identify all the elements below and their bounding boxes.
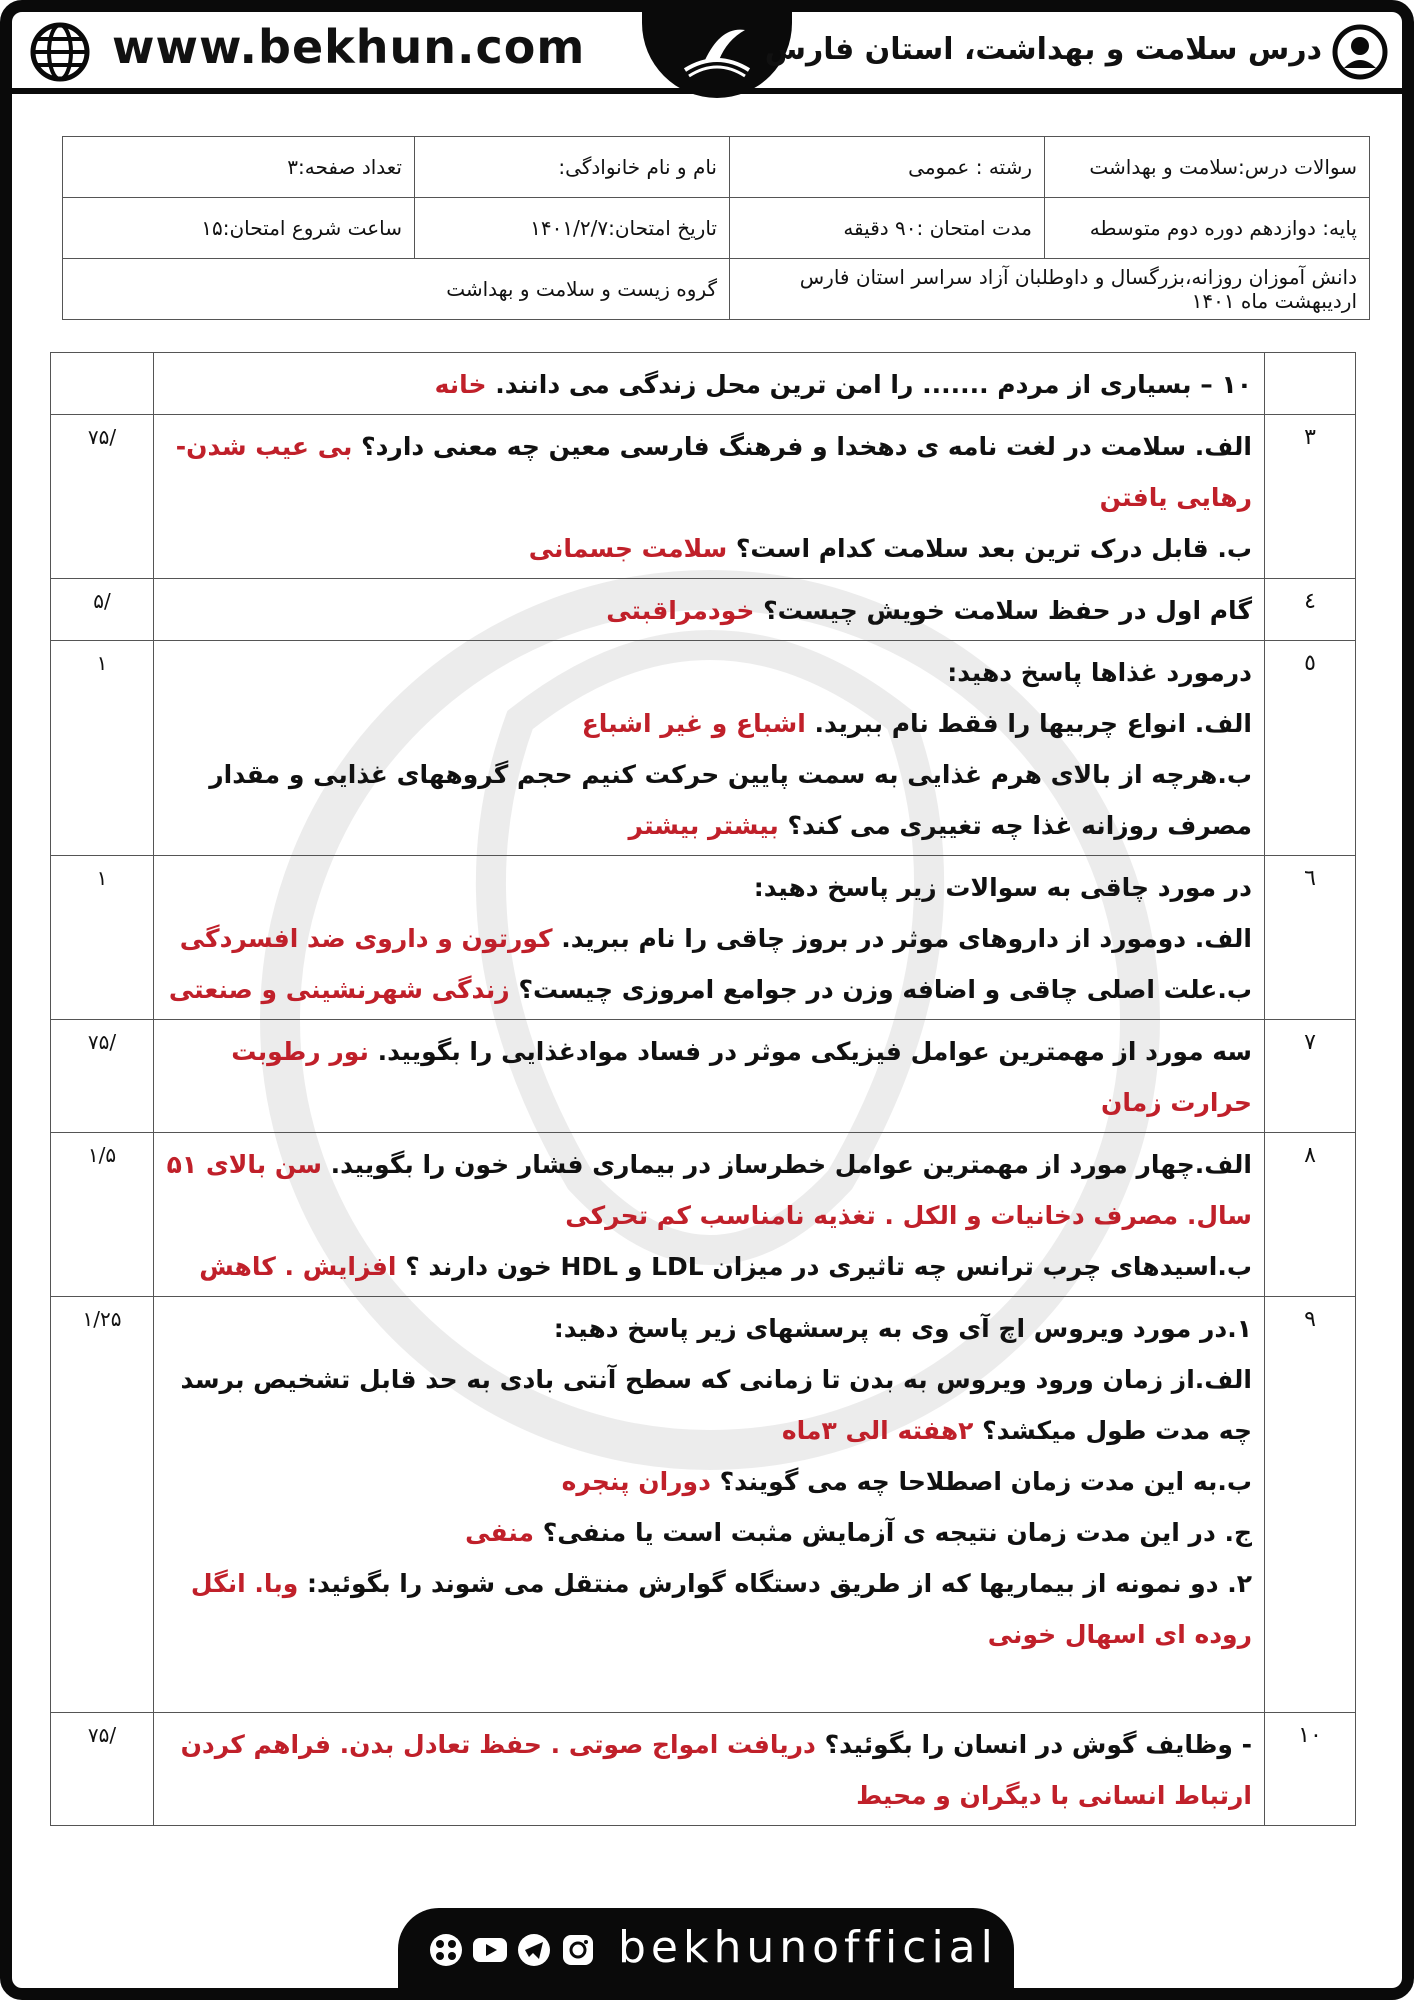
question-row (51, 641, 1356, 856)
question-prompt: ۱۰ – بسیاری از مردم ....... را امن ترین محل زندگی می دانند. (495, 370, 1252, 399)
subquestion (166, 1241, 1252, 1292)
info-cell: مدت امتحان :۹۰ دقیقه (730, 198, 1045, 259)
question-score: /۷۵ (51, 1713, 154, 1826)
question-prompt: ب.اسیدهای چرب ترانس چه تاثیری در میزان (712, 1252, 1252, 1281)
answer-text: بی عیب شدن- رهایی یافتن (175, 432, 1252, 512)
question-number: ۹ (1265, 1297, 1356, 1713)
question-row (51, 579, 1356, 641)
question-row (51, 1133, 1356, 1297)
subquestion (166, 1456, 1252, 1507)
question-prompt: ۲. دو نمونه از بیماریها که از طریق دستگاه گوارش منتقل می شوند را بگوئید: (306, 1569, 1252, 1598)
info-cell: گروه زیست و سلامت و بهداشت (63, 259, 730, 320)
subquestion (166, 1558, 1252, 1660)
question-text (154, 415, 1265, 579)
answer-text: زندگی شهرنشینی و صنعتی (168, 975, 510, 1004)
info-cell: دانش آموزان روزانه،بزرگسال و داوطلبان آزاد سراسر استان فارس اردیبهشت ماه ۱۴۰۱ (730, 259, 1370, 320)
subquestion (166, 421, 1252, 523)
ldl-label: LDL (651, 1252, 704, 1281)
question-number: ۳ (1265, 415, 1356, 579)
answer-text: کورتون و داروی ضد افسردگی (179, 924, 553, 953)
question-number (1265, 353, 1356, 415)
hdl-label: HDL (560, 1252, 619, 1281)
question-row (51, 1020, 1356, 1133)
subquestion (166, 523, 1252, 574)
aparat-icon[interactable] (428, 1932, 464, 1968)
info-cell: رشته : عمومی (730, 137, 1045, 198)
question-prompt: الف.از زمان ورود ویروس به بدن تا زمانی که سطح آنتی بادی به حد قابل تشخیص برسد چه مدت طول میکشد؟ (180, 1365, 1252, 1445)
answer-text: خودمراقبتی (606, 596, 755, 625)
question-score (51, 353, 154, 415)
answer-text: سلامت جسمانی (528, 534, 728, 563)
question-text (154, 856, 1265, 1020)
answer-text: افزایش . کاهش (199, 1252, 397, 1281)
questions-table (50, 352, 1356, 1826)
question-prompt: ب. قابل درک ترین بعد سلامت کدام است؟ (735, 534, 1252, 563)
question-prompt: الف. دومورد از داروهای موثر در بروز چاقی را نام ببرید. (561, 924, 1252, 953)
question-prompt: الف.چهار مورد از مهمترین عوامل خطرساز در بیماری فشار خون را بگویید. (330, 1150, 1252, 1179)
info-cell: سوالات درس:سلامت و بهداشت (1045, 137, 1370, 198)
question-score: /۷۵ (51, 1020, 154, 1133)
site-url[interactable]: www.bekhun.com (112, 20, 586, 74)
info-cell: تعداد صفحه:۳ (63, 137, 415, 198)
subquestion (166, 698, 1252, 749)
info-row (63, 137, 1370, 198)
answer-text: وبا. انگل روده ای اسهال خونی (190, 1569, 1252, 1649)
question-prompt: الف. انواع چربیها را فقط نام ببرید. (814, 709, 1252, 738)
subquestion (166, 1139, 1252, 1241)
question-score: /۵ (51, 579, 154, 641)
question-row (51, 353, 1356, 415)
book-icon (675, 20, 759, 90)
youtube-icon[interactable] (472, 1932, 508, 1968)
info-cell: تاریخ امتحان:۱۴۰۱/۲/۷ (415, 198, 730, 259)
question-text (154, 1297, 1265, 1713)
subquestion (166, 1507, 1252, 1558)
answer-text: اشباع و غیر اشباع (581, 709, 806, 738)
question-prompt: ب.علت اصلی چاقی و اضافه وزن در جوامع امروزی چیست؟ (518, 975, 1252, 1004)
question-number: ٥ (1265, 641, 1356, 856)
question-text (154, 353, 1265, 415)
question-text (154, 1133, 1265, 1297)
telegram-icon[interactable] (516, 1932, 552, 1968)
subquestion (166, 749, 1252, 851)
question-score: /۷۵ (51, 415, 154, 579)
instagram-icon[interactable] (560, 1932, 596, 1968)
info-cell: ساعت شروع امتحان:۱۵ (63, 198, 415, 259)
subquestion (166, 913, 1252, 964)
info-row (63, 198, 1370, 259)
page-title: درس سلامت و بهداشت، استان فارس (764, 32, 1322, 67)
answer-text: ۲هفته الی ۳ماه (781, 1416, 974, 1445)
question-prompt: ج. در این مدت زمان نتیجه ی آزمایش مثبت است یا منفی؟ (542, 1518, 1252, 1547)
question-prompt: گام اول در حفظ سلامت خویش چیست؟ (763, 596, 1252, 625)
answer-text: دوران پنجره (561, 1467, 711, 1496)
question-number: ٦ (1265, 856, 1356, 1020)
subquestion (166, 1354, 1252, 1456)
globe-icon[interactable] (30, 22, 90, 82)
question-prompt: سه مورد از مهمترین عوامل فیزیکی موثر در فساد موادغذایی را بگویید. (377, 1037, 1252, 1066)
conjunction: و (626, 1252, 643, 1281)
question-number: ۱۰ (1265, 1713, 1356, 1826)
answer-text: بیشتر بیشتر (628, 811, 779, 840)
footer-bar (398, 1908, 1014, 1990)
question-score: ۱/۲۵ (51, 1297, 154, 1713)
question-prompt: ب.هرچه از بالای هرم غذایی به سمت پایین حرکت کنیم حجم گروههای غذایی و مقدار مصرف روزانه غذا چه تغییری می کند؟ (209, 760, 1252, 840)
question-text (154, 1020, 1265, 1133)
header-bar (12, 12, 1402, 88)
answer-text: منفی (465, 1518, 535, 1547)
question-intro: ۱.در مورد ویروس اچ آی وی به پرسشهای زیر پاسخ دهید: (553, 1314, 1252, 1343)
header-divider (12, 88, 1402, 94)
question-text (154, 579, 1265, 641)
question-intro: درمورد غذاها پاسخ دهید: (947, 658, 1252, 687)
user-icon[interactable] (1332, 24, 1388, 80)
answer-text: سن بالای ۵۱ سال. مصرف دخانیات و الکل . تغذیه نامناسب کم تحرکی (166, 1150, 1252, 1230)
question-row (51, 1713, 1356, 1826)
question-row (51, 1297, 1356, 1713)
info-cell: پایه: دوازدهم دوره دوم متوسطه (1045, 198, 1370, 259)
question-number: ۷ (1265, 1020, 1356, 1133)
footer-handle[interactable]: bekhunofficial (618, 1922, 998, 1973)
question-intro: در مورد چاقی به سوالات زیر پاسخ دهید: (753, 873, 1252, 902)
info-cell: نام و نام خانوادگی: (415, 137, 730, 198)
question-row (51, 415, 1356, 579)
question-prompt: - وظایف گوش در انسان را بگوئید؟ (824, 1730, 1252, 1759)
question-prompt: الف. سلامت در لغت نامه ی دهخدا و فرهنگ فارسی معین چه معنی دارد؟ (361, 432, 1252, 461)
question-prompt: خون دارند ؟ (405, 1252, 552, 1281)
question-number: ۸ (1265, 1133, 1356, 1297)
info-row (63, 259, 1370, 320)
subquestion (166, 964, 1252, 1015)
question-text (154, 1713, 1265, 1826)
exam-info-table (62, 136, 1370, 320)
question-row (51, 856, 1356, 1020)
question-prompt: ب.به این مدت زمان اصطلاحا چه می گویند؟ (719, 1467, 1252, 1496)
answer-text: دریافت امواج صوتی . حفظ تعادل بدن. فراهم کردن ارتباط انسانی با دیگران و محیط (180, 1730, 1252, 1810)
question-score: ۱ (51, 641, 154, 856)
answer-text: خانه (434, 370, 487, 399)
question-score: ۱ (51, 856, 154, 1020)
question-score: ۱/۵ (51, 1133, 154, 1297)
answer-text: نور رطوبت حرارت زمان (231, 1037, 1252, 1117)
question-text (154, 641, 1265, 856)
question-number: ٤ (1265, 579, 1356, 641)
